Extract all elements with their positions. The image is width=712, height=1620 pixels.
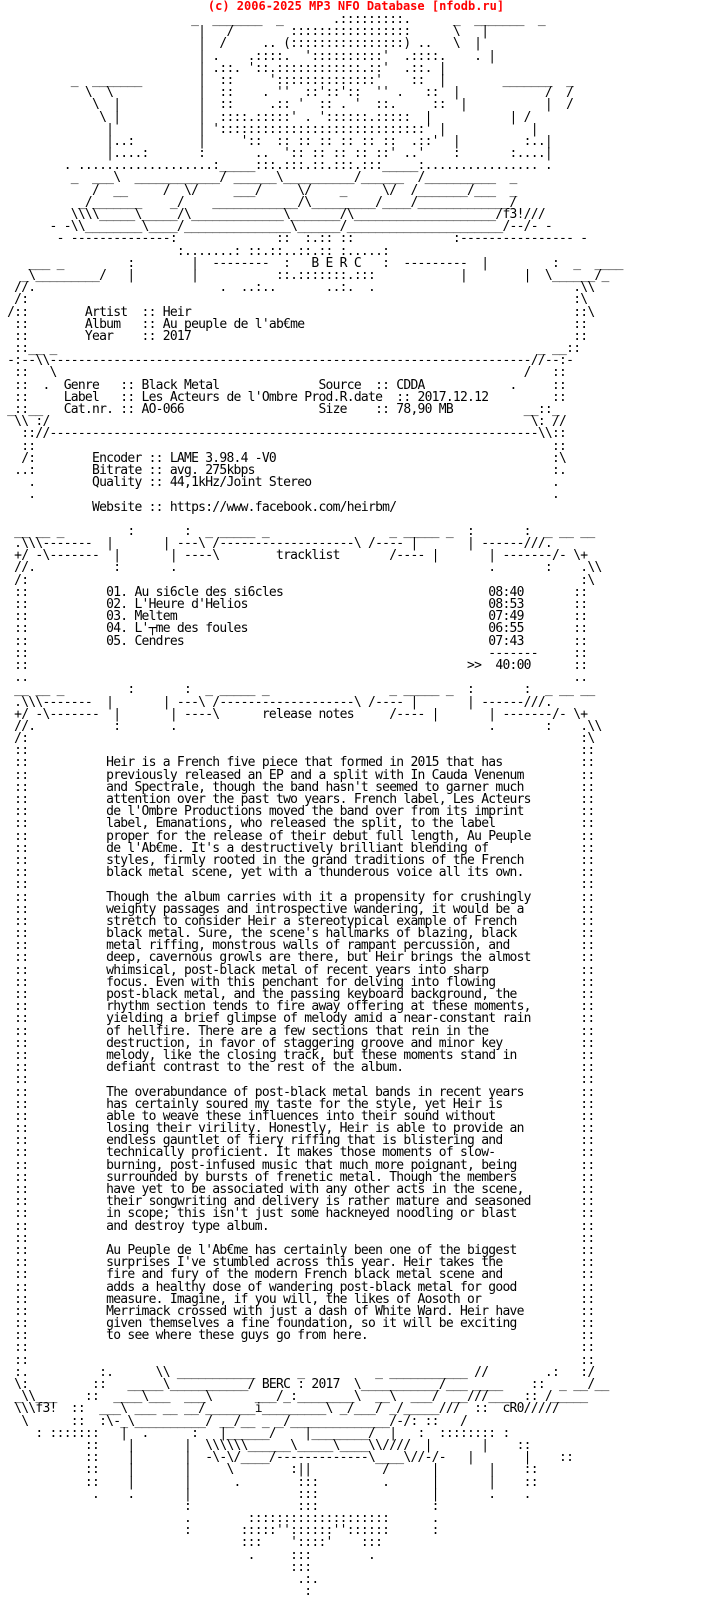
nfo-line: :: and Spectrale, though the band hasn't seemed to garner much :: [0,779,595,795]
nfo-line: . Quality :: 44,1kHz/Joint Stereo . [0,475,560,491]
nfo-line: :: deep, cavernous growls are there, but Heir brings the almost :: [0,950,595,966]
nfo-line: :: in scope; this isn't just some hackneyed noodling or blast :: [0,1206,595,1222]
nfo-line: :: :: [0,743,595,759]
nfo-line: _ _______ | :: '::::::::::::::' :: | _______ _ [0,72,574,88]
nfo-line: /: :\ [0,731,595,747]
nfo-line: :: and destroy type album. :: [0,1218,595,1234]
nfo-line: :: defiant contrast to the rest of the album. :: [0,1060,595,1076]
nfo-line: :: 05. Cendres 07:43 :: [0,633,588,649]
nfo-line: :: metal riffing, monstrous walls of rampant percussion, and :: [0,938,595,954]
nfo-line: |..: | ':: :: :: :: :: :: :: .::' | :..| [0,133,552,149]
nfo-line: :: Heir is a French five piece that formed in 2015 that has :: [0,755,595,771]
nfo-line: \\\f3! :: ___\ ___ __ __/_______i_________\ _/___/ _/_____/// :: cR0///// [0,1401,560,1417]
nfo-line: :: :: [0,438,567,454]
nfo-line: +/ -\------- | | ----\ tracklist /---- | | -------/- \+ [0,548,588,564]
nfo-line: :: :: [0,1230,595,1246]
nfo-line: : ::::::: | . : |______/ |________/ | : :::::::: : [0,1425,510,1441]
nfo-line: .\\\------- | | ---\ /-------------------\ /---- | | ------///. [0,536,552,552]
nfo-line: :.......: ::.::..::.:: :.....: [0,243,390,259]
nfo-line: :: burning, post-infused music that much more poignant, being :: [0,1157,595,1173]
nfo-line: :: to see where these guys go from here. :: [0,1328,595,1344]
nfo-line: :: label, Emanations, who released the split, to the label :: [0,816,595,832]
nfo-line: //. . ..:.. ..:. . .\\ [0,280,595,296]
nfo-line: \ :: :\-_\__________/ __/__ _ _/______________/-/: :: / [0,1413,468,1429]
nfo-line: \ | | :: .:: ' :: . ' ::. :: | | / [0,97,574,113]
nfo-line: \: :: _____\___________/ BERC : 2017 \___________/___ ____ :: _ __/__ [0,1377,609,1392]
nfo-line: //. : . . : .\\ [0,718,602,734]
nfo-line: :: surrounded by bursts of frenetic metal. Though the members :: [0,1169,595,1185]
nfo-line: ::__ _ _ __:: [0,341,581,357]
nfo-line: /: :\ [0,292,588,308]
nfo-line: ::: [0,1559,312,1575]
nfo-line: - --------------: :: :.:: :: :---------------- - [0,231,588,247]
nfo-line: ___ _ : | -------- : B E R C : --------- | : _ ____ [0,255,623,271]
nfo-line: | / ::::::::::::::::: \ | [0,24,489,40]
nfo-line: .\\\------- | | ---\ /-------------------\ /---- | | ------///. [0,694,552,710]
nfodb-header: (c) 2006-2025 MP3 NFO Database [nfodb.ru] [207,0,505,13]
nfo-line: :: their songwriting and delivery is rather mature and seasoned :: [0,1194,595,1210]
nfo-line: \ | | ::::.:::::' . '::::::.::::: | | / [0,109,531,125]
nfo-line: +/ -\------- | | ----\ release notes /---- | | -------/- \+ [0,706,588,722]
nfo-line: :: styles, firmly rooted in the grand traditions of the French :: [0,852,595,868]
nfo-line: :: | | -\-\/____/-------------\____\//-/- | | :: [0,1450,574,1466]
nfo-line: :: has certainly soured my taste for the style, yet Heir is :: [0,1096,595,1112]
nfo-line: :: melody, like the closing track, but these moments stand in :: [0,1047,595,1063]
nfo-line: :: weighty passages and introspective wandering, it would be a :: [0,901,595,917]
nfo-line: _::__ Cat.nr. :: AO-066 Size :: 78,90 MB __::_ [0,402,560,417]
nfo-line: /: Encoder :: LAME 3.98.4 -V0 :\ [0,450,567,466]
nfo-line: :: 01. Au si6cle des si6cles 08:40 :: [0,584,588,600]
nfo-line: : [0,1584,312,1600]
nfo-line: :: | | \ :|| / | | :: [0,1462,538,1478]
nfo-line: :: Album :: Au peuple de l'ab€me :: [0,316,588,332]
nfo-line: \\\\_____\_____/\_____________\_______/\____________________/f3!/// [0,207,545,222]
nfo-line: | . .::::. '::::::::::' .::::. . | [0,48,496,64]
nfo-line: ::: '::::' ::: [0,1535,383,1551]
nfo-line: \\ :/ \: // [0,414,567,430]
nfo-line: :: Year :: 2017 :: [0,328,588,344]
nfo-line: :: able to weave these influences into their sound without :: [0,1108,595,1124]
nfo-line: :: \ / :: [0,365,567,381]
nfo-line: . :::::::::::::::::::: . [0,1511,439,1527]
nfo-line: | .::. '::.::::::::::::.::' .::. | [0,60,446,76]
nfo-line: :: rhythm section tends to fire away offering at these moments, :: [0,999,595,1015]
nfo-line: __ __ _ : : _ _____ _ _ _____ _ : : _ __ __ [0,523,595,539]
nfo-line: Website :: https://www.facebook.com/heirbm/ [0,499,397,515]
nfo-line: :: Label :: Les Acteurs de l'Ombre Prod.R.date :: 2017.12.12 :: [0,389,567,405]
nfo-line: :: :: [0,1340,595,1356]
nfo-line: :: de l'Ab€me. It's a destructively brilliant blending of :: [0,840,595,856]
nfo-line: :: given themselves a fine foundation, so it will be exciting :: [0,1316,595,1332]
nfo-line: :: post-black metal, and the passing keyboard background, the :: [0,987,595,1002]
nfo-line: :://---------------------------------------------------------------------\\:: [0,426,567,442]
nfo-line: :: The overabundance of post-black metal bands in recent years :: [0,1084,595,1100]
nfo-line: _\\___ :: ____\___ ___\ ___/_:________\ __\ ___/ __///___ :: /_____ [0,1389,588,1405]
nfo-line: :: stretch to consider Heir a stereotypical example of French :: [0,913,595,929]
nfo-line: : ::: : [0,1498,439,1514]
nfo-line: .:. [0,1572,319,1587]
nfo-line: . ...................:_____:::.:::.::.:::.:::_____:................ . [0,158,552,174]
nfo-line: :: fire and fury of the modern French black metal scene and :: [0,1267,595,1283]
nfo-line: :: previously released an EP and a split with In Cauda Venenum :: [0,767,595,783]
nfo-line: :: have yet to be associated with any other acts in the scene, :: [0,1182,595,1197]
nfo-line: _/_______ _/ ____________/\_________/____/_____________/ [0,194,517,210]
nfo-line: :: . Genre :: Black Metal Source :: CDDA . :: [0,377,567,393]
nfo-line: :: >> 40:00 :: [0,657,588,673]
nfo-line: -:--\\--------------------------------------------------------------------//--:- [0,353,574,369]
nfo-line: :: Merrimack crossed with just a dash of White Ward. Heir have :: [0,1303,595,1319]
nfo-line: |....: : .. ':: :: :: :: ::' ..' : :....| [0,146,552,162]
nfo-line: /:: Artist :: Heir ::\ [0,304,595,320]
nfo-line: :: yielding a brief glimpse of melody amid a near-constant rain :: [0,1011,595,1027]
nfo-line: :: :: [0,1072,595,1088]
nfo-line: :: de l'Ombre Productions moved the band over from its imprint :: [0,804,595,820]
nfo-line: : :::::''::::::'':::::: : [0,1523,439,1539]
nfo-line: _ ___\ ____________/ ______\__________/______ /__________ _ [0,170,517,186]
nfo-line: ..: Bitrate :: avg. 275kbps :. [0,462,567,478]
nfo-line: _ _______ _ .:::::::::. _ _______ _ [0,12,545,27]
nfo-line: _\_________/ | | ::.:::::::.::: | | \______/_ [0,267,609,283]
nfo-line: / __ / \/ ___/ \/ _ \/ /_______/___ _ [0,182,517,198]
nfo-line: :: black metal. Sure, the scene's hallmarks of blazing, black :: [0,926,595,942]
nfo-line: :: Though the album carries with it a propensity for crushingly :: [0,889,595,905]
nfo-line: :: | | \\\\\\______\_____\____\\//// | | :: [0,1437,531,1453]
nfo-line: :: adds a healthy dose of wandering post-black metal for good :: [0,1279,595,1295]
nfo-line: /: :\ [0,572,595,588]
nfo-line: | / .. (::::::::::::::::) .. \ | [0,36,482,52]
nfo-line: :: losing their virility. Honestly, Heir is able to provide an :: [0,1121,595,1137]
nfo-line: :. :. \\ ___________ _ _ ___________ // .: :/ [0,1364,595,1380]
nfo-line: - -\\________\____/_______________\______/______________________/--/- - [0,219,552,235]
nfo-document [0,14,712,1598]
nfo-line: :: :: [0,1352,595,1368]
nfo-line: :: measure. Imagine, if you will, the likes of Aosoth or :: [0,1291,595,1307]
nfo-line: __ __ _ : : _ _____ _ _ _____ _ : : _ __ __ [0,682,595,698]
nfo-line: :: whimsical, post-black metal of recent years into sharp :: [0,962,595,978]
nfo-line: :: surprises I've stumbled across this year. Heir takes the :: [0,1255,595,1271]
nfo-line: . ::: . [0,1547,376,1563]
nfo-line: :: | | . ::: . | | :: [0,1474,538,1490]
nfo-line: :: Au Peuple de l'Ab€me has certainly been one of the biggest :: [0,1242,595,1258]
nfo-line: :: 04. L'┬me des foules 06:55 :: [0,621,588,637]
nfo-line: :: proper for the release of their debut full length, Au Peuple :: [0,828,595,844]
nfo-line: :: technically proficient. It makes those moments of slow- :: [0,1145,595,1161]
nfo-line: :: focus. Even with this penchant for delving into flowing :: [0,974,595,990]
nfo-line: :: endless gauntlet of fiery riffing that is blistering and :: [0,1133,595,1149]
nfo-line: .. .. [0,670,588,686]
nfo-line: :: :: [0,877,595,893]
nfo-line: :: ------- :: [0,645,588,661]
nfo-line: . . | ::: | . . [0,1486,531,1502]
nfo-line: :: of hellfire. There are a few sections that rein in the :: [0,1023,595,1039]
nfo-line: :: attention over the past two years. French label, Les Acteurs :: [0,792,595,807]
nfo-line: :: 02. L'Heure d'Helios 08:53 :: [0,597,588,612]
nfo-line: :: destruction, in favor of staggering groove and minor key :: [0,1035,595,1051]
nfo-line: :: black metal scene, yet with a thunderous voice all its own. :: [0,865,595,881]
nfo-line: \ \ | :: . '' ::'::':: '' . :: | / / [0,85,574,101]
nfo-line: //. : . . : .\\ [0,560,602,576]
nfo-line: . . [0,487,560,503]
nfo-line: :: 03. Meltem 07:49 :: [0,609,588,625]
nfo-line: | | ':::::::::::::::::::::::::::::' | | [0,121,538,137]
